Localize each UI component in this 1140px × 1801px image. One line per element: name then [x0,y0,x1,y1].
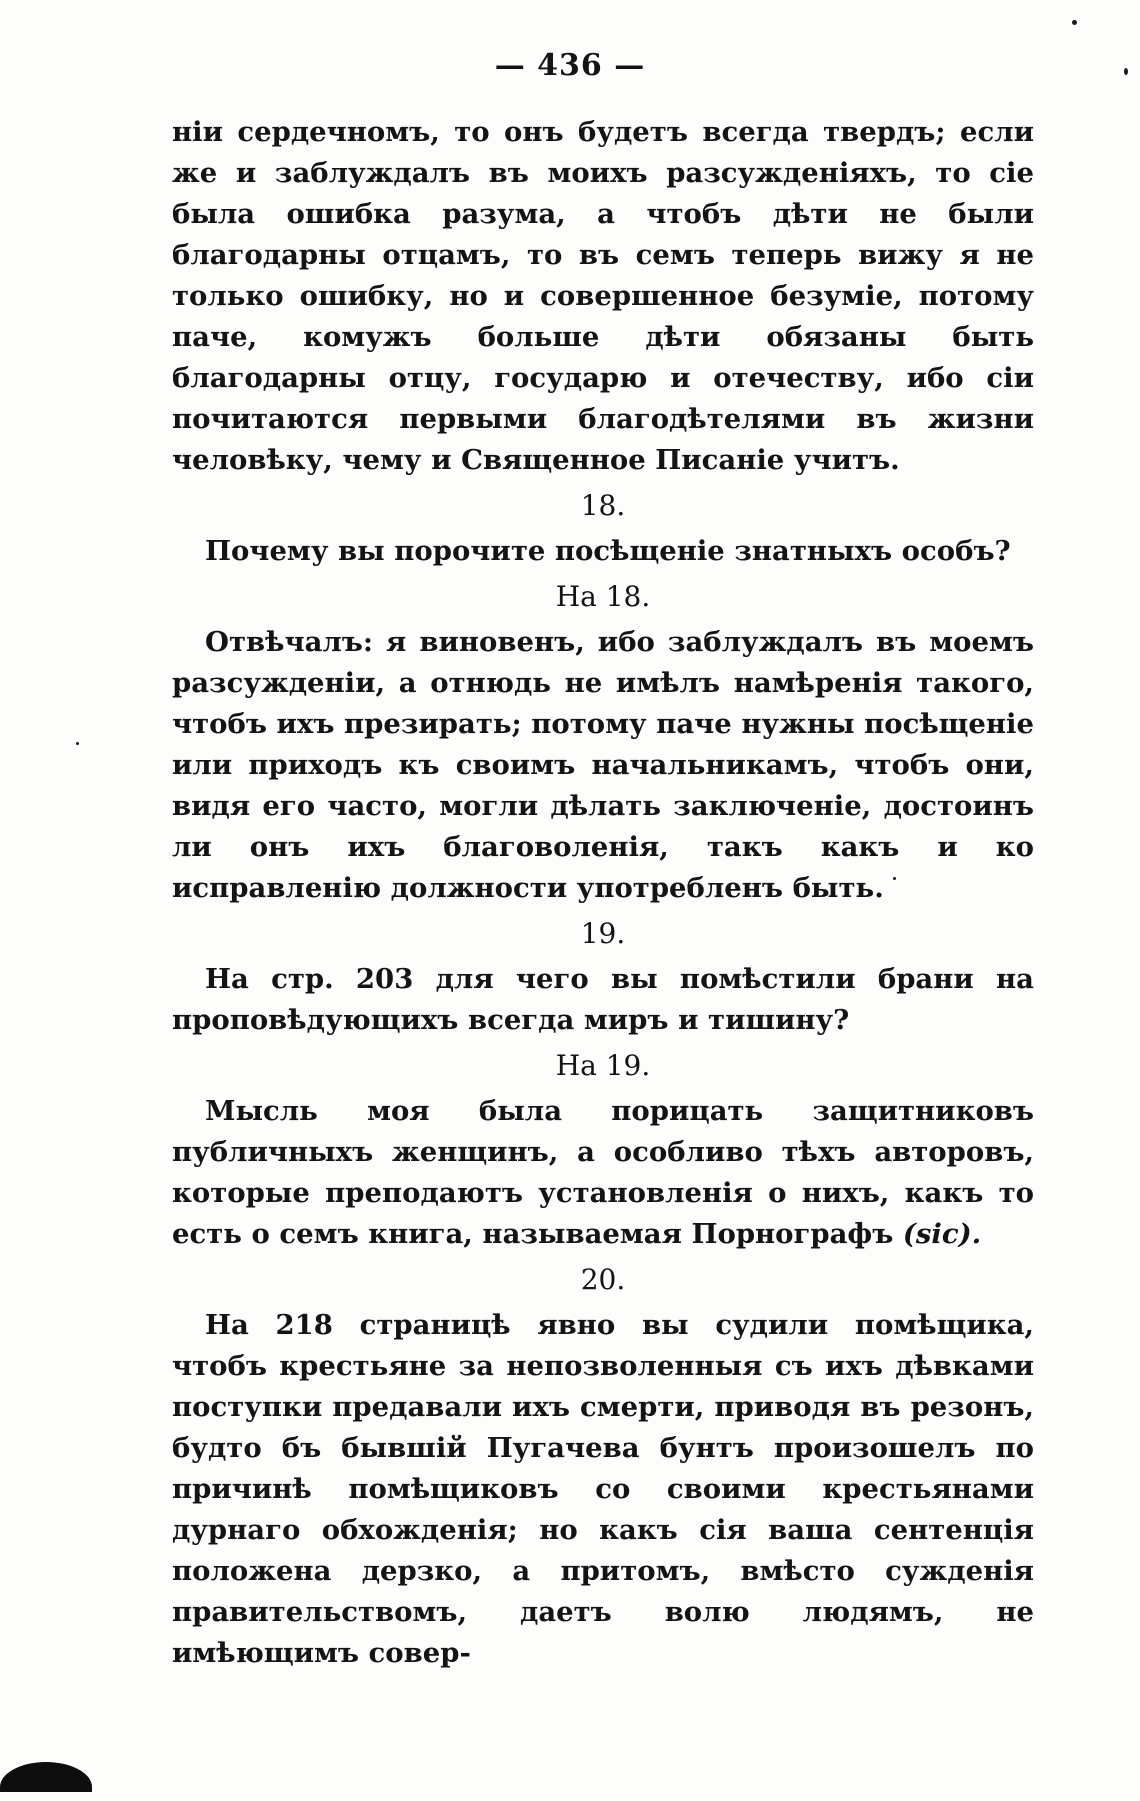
ink-speck-right-edge [1124,68,1128,75]
answer-19 [172,1091,1034,1255]
sic-note: (sic). [902,1218,982,1250]
section-number-18: 18. [580,489,626,522]
answer-18: Отвѣчалъ: я виновенъ, ибо заблуждалъ въ моемъ разсужденіи, а отнюдь не имѣлъ намѣренія такого, чтобъ ихъ презирать; потому паче нужны посѣщеніе или приходъ къ своимъ начальникамъ, чтобъ они, видя его часто, могли дѣлать заключеніе, достоинъ ли онъ ихъ благоволенія, такъ какъ и ко исправленію должности употребленъ быть. [172,626,1034,904]
question-18: Почему вы порочите посѣщеніе знатныхъ особъ? [205,535,1011,567]
section-number-19: 19. [580,917,626,950]
ink-blot-bottom-left [0,1762,92,1792]
ink-speck-top-right [1072,20,1077,25]
answer-heading-18: На 18. [555,580,651,613]
answer-19-text: Мысль моя была порицать защитниковъ публичныхъ женщинъ, а особливо тѣхъ авторовъ, которые преподаютъ установленія о нихъ, какъ то есть о семъ книга, называемая Порнографъ [172,1095,1034,1250]
ink-speck-center [893,877,896,880]
page-number: — 436 — [494,48,646,83]
question-19: На стр. 203 для чего вы помѣстили брани на проповѣдующихъ всегда миръ и тишину? [172,963,1034,1036]
section-number-20: 20. [580,1263,626,1296]
paragraph-continuation: ніи сердечномъ, то онъ будетъ всегда твердъ; если же и заблуждалъ въ моихъ разсужденіяхъ, то сіе была ошибка разума, а чтобъ дѣти не были благодарны отцамъ, то въ семъ теперь вижу я не только ошибку, но и совершенное безуміе, потому паче, комужъ больше дѣти обязаны быть благодарны отцу, государю и отечеству, ибо сіи почитаются первыми благодѣтелями въ жизни человѣку, чему и Священное Писаніе учитъ. [172,116,1034,476]
ink-speck-left-margin [76,742,79,745]
text-body [172,112,1034,1674]
answer-heading-19: На 19. [555,1049,651,1082]
question-20: На 218 страницѣ явно вы судили помѣщика, чтобъ крестьяне за непозволенныя съ ихъ дѣвками поступки предавали ихъ смерти, приводя въ резонъ, будто бъ бывшій Пугачева бунтъ произошелъ по причинѣ помѣщиковъ со своими крестьянами дурнаго обхожденія; но какъ сія ваша сентенція положена дерзко, а притомъ, вмѣсто сужденія правительствомъ, даетъ волю людямъ, не имѣющимъ совер- [172,1309,1034,1669]
